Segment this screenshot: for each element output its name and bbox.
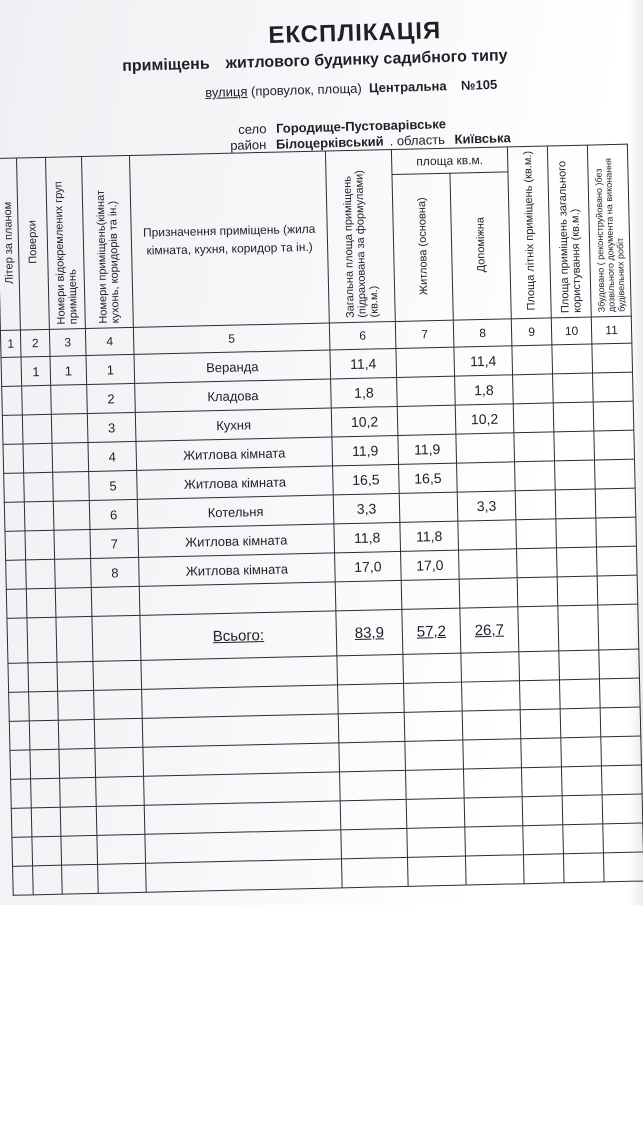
totals-label: Всього: xyxy=(140,611,337,660)
row-auxiliary-area xyxy=(458,520,517,550)
row-litera xyxy=(4,473,25,502)
row-group xyxy=(51,413,88,443)
column-number: 8 xyxy=(453,319,512,347)
row-litera xyxy=(2,415,23,444)
totals-total-area: 83,9 xyxy=(336,609,403,655)
row-total-area: 1,8 xyxy=(331,377,398,407)
row-floor xyxy=(26,559,56,589)
row-litera xyxy=(5,531,26,560)
row-empty-cell xyxy=(554,431,595,461)
district-value: Білоцерківський xyxy=(275,133,384,152)
row-floor xyxy=(22,414,52,444)
column-number: 11 xyxy=(591,316,632,344)
row-empty-cell xyxy=(555,489,596,519)
row-group xyxy=(52,442,89,472)
row-empty-cell xyxy=(553,373,594,403)
row-living-area: 17,0 xyxy=(401,550,460,580)
row-room-name: Кладова xyxy=(135,379,332,412)
row-total-area: 11,9 xyxy=(332,435,399,465)
row-empty-cell xyxy=(595,459,636,489)
row-group xyxy=(55,558,92,588)
row-empty-cell xyxy=(514,432,555,462)
row-total-area: 11,8 xyxy=(334,522,401,552)
explication-table-area xyxy=(0,151,643,928)
row-group xyxy=(53,471,90,501)
column-number: 2 xyxy=(20,329,50,357)
district-label: район xyxy=(230,136,267,153)
row-empty-cell xyxy=(556,518,597,548)
row-litera xyxy=(3,444,24,473)
row-auxiliary-area: 1,8 xyxy=(455,375,514,405)
row-room-number: 7 xyxy=(90,528,139,558)
row-empty-cell xyxy=(596,546,637,576)
row-room-number: 4 xyxy=(88,441,137,471)
row-room-name: Житлова кімната xyxy=(138,524,335,557)
header-living: Житлова (основна) xyxy=(392,173,453,321)
row-empty-cell xyxy=(516,519,557,549)
row-litera xyxy=(4,502,25,531)
row-litera xyxy=(1,357,22,386)
row-total-area: 3,3 xyxy=(333,493,400,523)
row-room-name: Котельня xyxy=(137,495,334,528)
column-number: 1 xyxy=(0,330,21,357)
row-group: 1 xyxy=(50,356,87,386)
row-empty-cell xyxy=(513,403,554,433)
district-separator: . xyxy=(389,133,394,149)
row-group xyxy=(54,529,91,559)
row-living-area xyxy=(397,405,456,435)
row-empty-cell xyxy=(552,344,593,374)
row-room-name: Житлова кімната xyxy=(136,437,333,470)
row-total-area: 11,4 xyxy=(330,348,397,378)
row-room-name: Житлова кімната xyxy=(137,466,334,499)
row-auxiliary-area xyxy=(456,433,515,463)
header-total-area: Загальна площа приміщень (підрахована за формулами) (кв.м.) xyxy=(325,150,395,323)
row-auxiliary-area: 3,3 xyxy=(457,491,516,521)
row-floor xyxy=(24,501,54,531)
row-empty-cell xyxy=(517,548,558,578)
row-floor xyxy=(25,530,55,560)
row-room-number: 5 xyxy=(89,470,138,500)
row-empty-cell xyxy=(592,343,633,373)
street-label: вулиця xyxy=(205,83,248,100)
column-number: 5 xyxy=(133,323,330,354)
totals-living-area: 57,2 xyxy=(402,608,461,654)
row-floor xyxy=(23,443,53,473)
row-empty-cell xyxy=(555,460,596,490)
row-room-number: 6 xyxy=(89,499,138,529)
header-floors: Поверхи xyxy=(17,157,50,330)
row-empty-cell xyxy=(512,345,553,375)
row-total-area: 10,2 xyxy=(331,406,398,436)
subtitle-part1: приміщень xyxy=(122,55,210,75)
row-floor xyxy=(24,472,54,502)
row-empty-cell xyxy=(513,374,554,404)
row-litera xyxy=(6,560,27,589)
row-living-area xyxy=(396,347,455,377)
street-hint: (провулок, площа) xyxy=(250,80,362,99)
lower-page-area xyxy=(0,905,643,1143)
header-room-numbers: Номери приміщень(кімнат кухонь, коридорів та ін.) xyxy=(81,155,133,328)
row-empty-cell xyxy=(594,430,635,460)
row-empty-cell xyxy=(593,372,634,402)
row-room-name: Кухня xyxy=(135,408,332,441)
header-auxiliary: Допоміжна xyxy=(450,172,511,320)
region-label: область xyxy=(396,132,446,149)
region-value: Київська xyxy=(454,130,511,147)
row-living-area: 11,8 xyxy=(400,521,459,551)
row-room-number: 8 xyxy=(91,557,140,587)
column-number: 7 xyxy=(395,320,454,348)
row-empty-cell xyxy=(593,401,634,431)
header-purpose: Призначення приміщень (жила кімната, кухня, коридор та ін.) xyxy=(129,151,329,327)
row-empty-cell xyxy=(553,402,594,432)
row-auxiliary-area xyxy=(457,462,516,492)
row-living-area: 16,5 xyxy=(399,463,458,493)
header-groups: Номери відокремлених груп приміщень xyxy=(45,157,85,330)
row-room-number: 2 xyxy=(87,383,136,413)
row-group xyxy=(53,500,90,530)
row-room-name: Веранда xyxy=(134,350,331,383)
row-group xyxy=(51,385,88,415)
column-number: 10 xyxy=(551,317,592,345)
row-living-area xyxy=(399,492,458,522)
explication-table xyxy=(0,144,643,896)
village-value: Городище-Пустоварівське xyxy=(275,116,447,136)
column-number: 4 xyxy=(85,327,134,355)
row-room-number: 1 xyxy=(86,354,135,384)
row-living-area xyxy=(397,376,456,406)
header-unauthorized: Збудовано ( реконструйовано )без дозвільного документа на виконання будівельних робіт xyxy=(587,144,631,317)
header-common-area: Площа приміщень загального користування (кв.м.) xyxy=(547,145,591,318)
row-total-area: 17,0 xyxy=(335,551,402,581)
column-number: 3 xyxy=(49,329,86,357)
header-litera: Літер за планом xyxy=(0,158,20,330)
row-floor xyxy=(22,385,52,415)
house-number: №105 xyxy=(460,76,498,93)
row-empty-cell xyxy=(596,517,637,547)
header-summer-area: Площа літніх приміщень (кв.м.) xyxy=(507,146,551,319)
row-total-area: 16,5 xyxy=(333,464,400,494)
row-empty-cell xyxy=(515,490,556,520)
row-floor: 1 xyxy=(21,356,51,386)
row-room-name: Житлова кімната xyxy=(139,553,336,586)
row-empty-cell xyxy=(556,547,597,577)
street-value: Центральна xyxy=(368,78,447,96)
village-label: село xyxy=(238,121,267,137)
row-living-area: 11,9 xyxy=(398,434,457,464)
column-number: 9 xyxy=(511,318,552,346)
column-number: 6 xyxy=(329,321,396,349)
document-title: ЕКСПЛІКАЦІЯ xyxy=(268,17,442,49)
subtitle-part2: житлового будинку садибного типу xyxy=(225,47,508,73)
row-empty-cell xyxy=(515,461,556,491)
row-auxiliary-area xyxy=(459,549,518,579)
row-empty-cell xyxy=(595,488,636,518)
row-room-number: 3 xyxy=(87,412,136,442)
header-area-group: площа кв.м. xyxy=(391,147,508,175)
row-auxiliary-area: 11,4 xyxy=(454,346,513,376)
row-auxiliary-area: 10,2 xyxy=(455,404,514,434)
row-litera xyxy=(2,386,23,415)
totals-auxiliary-area: 26,7 xyxy=(460,607,519,653)
